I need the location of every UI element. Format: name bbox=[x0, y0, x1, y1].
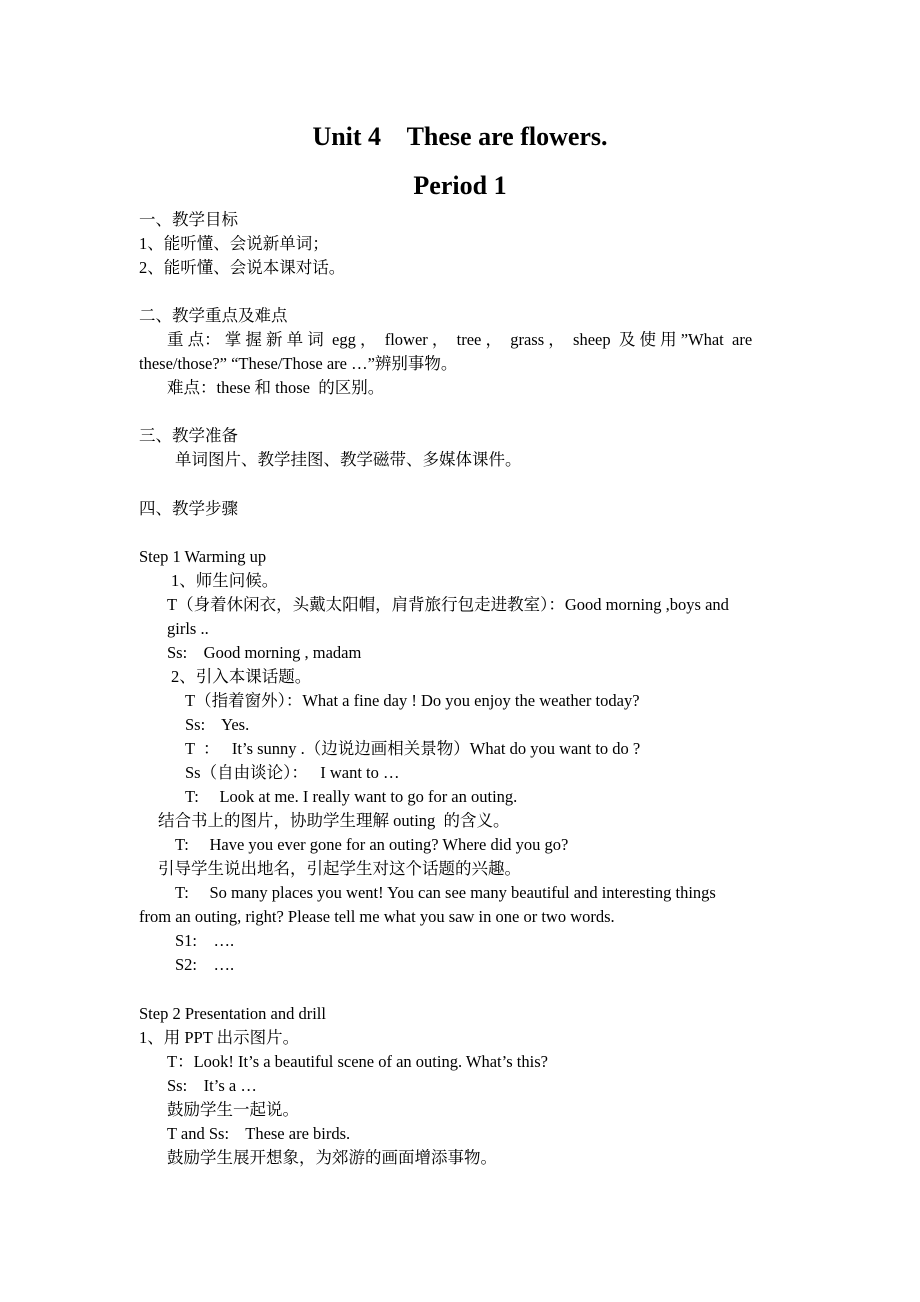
lesson-body bbox=[139, 208, 789, 1170]
dialogue-line: Ss: It’s a … bbox=[167, 1075, 257, 1095]
dialogue-line: T：Look! It’s a beautiful scene of an outing. What’s this? bbox=[167, 1051, 548, 1071]
dialogue-line: S2: …. bbox=[175, 955, 235, 975]
dialogue-line: Ss（自由谈论）： I want to … bbox=[185, 763, 400, 783]
spacer bbox=[139, 473, 789, 497]
dialogue-line: T: So many places you went! You can see many beautiful and interesting things bbox=[175, 883, 716, 903]
key-point-difficulty: 难点：these 和 those 的区别。 bbox=[167, 378, 385, 398]
teaching-note: 鼓励学生一起说。 bbox=[167, 1099, 299, 1119]
dialogue-line: T: Look at me. I really want to go for an outing. bbox=[185, 787, 518, 807]
dialogue-line: S1: …. bbox=[175, 931, 235, 951]
preparation-content: 单词图片、教学挂图、教学磁带、多媒体课件。 bbox=[175, 450, 522, 470]
spacer bbox=[139, 400, 789, 424]
key-point-focus-line: these/those?” “These/Those are …”辨别事物。 bbox=[139, 354, 458, 374]
section-heading-key-points: 二、教学重点及难点 bbox=[139, 306, 288, 326]
objective-item: 1、能听懂、会说新单词； bbox=[139, 234, 329, 254]
section-heading-preparation: 三、教学准备 bbox=[139, 426, 238, 446]
spacer bbox=[139, 978, 789, 1002]
step1-subitem: 2、引入本课话题。 bbox=[171, 666, 312, 686]
teaching-note: 引导学生说出地名，引起学生对这个话题的兴趣。 bbox=[158, 859, 521, 879]
dialogue-line: Ss: Yes. bbox=[185, 714, 250, 734]
step1-heading: Step 1 Warming up bbox=[139, 546, 267, 566]
dialogue-line: T（身着休闲衣，头戴太阳帽，肩背旅行包走进教室）：Good morning ,boys and bbox=[167, 594, 729, 614]
dialogue-line: T: Have you ever gone for an outing? Where did you go? bbox=[175, 835, 569, 855]
spacer bbox=[139, 521, 789, 545]
teaching-note: 结合书上的图片，协助学生理解 outing 的含义。 bbox=[158, 811, 510, 831]
section-heading-steps: 四、教学步骤 bbox=[139, 498, 238, 518]
dialogue-line: T（指着窗外）：What a fine day ! Do you enjoy the weather today? bbox=[185, 690, 640, 710]
dialogue-line: Ss: Good morning , madam bbox=[167, 642, 362, 662]
period-title: Period 1 bbox=[413, 171, 507, 200]
section-heading-objectives: 一、教学目标 bbox=[139, 210, 238, 229]
dialogue-line: T and Ss: These are birds. bbox=[167, 1123, 351, 1143]
teaching-note: 鼓励学生展开想象，为郊游的画面增添事物。 bbox=[167, 1147, 497, 1167]
step2-subitem: 1、用 PPT 出示图片。 bbox=[139, 1027, 300, 1047]
step1-subitem: 1、师生问候。 bbox=[171, 570, 279, 590]
objective-item: 2、能听懂、会说本课对话。 bbox=[139, 258, 346, 278]
unit-title: Unit 4 These are flowers. bbox=[312, 122, 608, 151]
step2-heading: Step 2 Presentation and drill bbox=[139, 1003, 326, 1023]
spacer bbox=[139, 280, 789, 304]
key-point-focus-line: 重 点： 掌 握 新 单 词 egg ， flower ， tree ， grass ， sheep 及 使 用 ”What are bbox=[167, 330, 753, 350]
dialogue-line: T ： It’s sunny .（边说边画相关景物）What do you want to do ? bbox=[185, 739, 641, 759]
dialogue-line: girls .. bbox=[167, 618, 209, 638]
dialogue-line: from an outing, right? Please tell me what you saw in one or two words. bbox=[139, 907, 615, 927]
